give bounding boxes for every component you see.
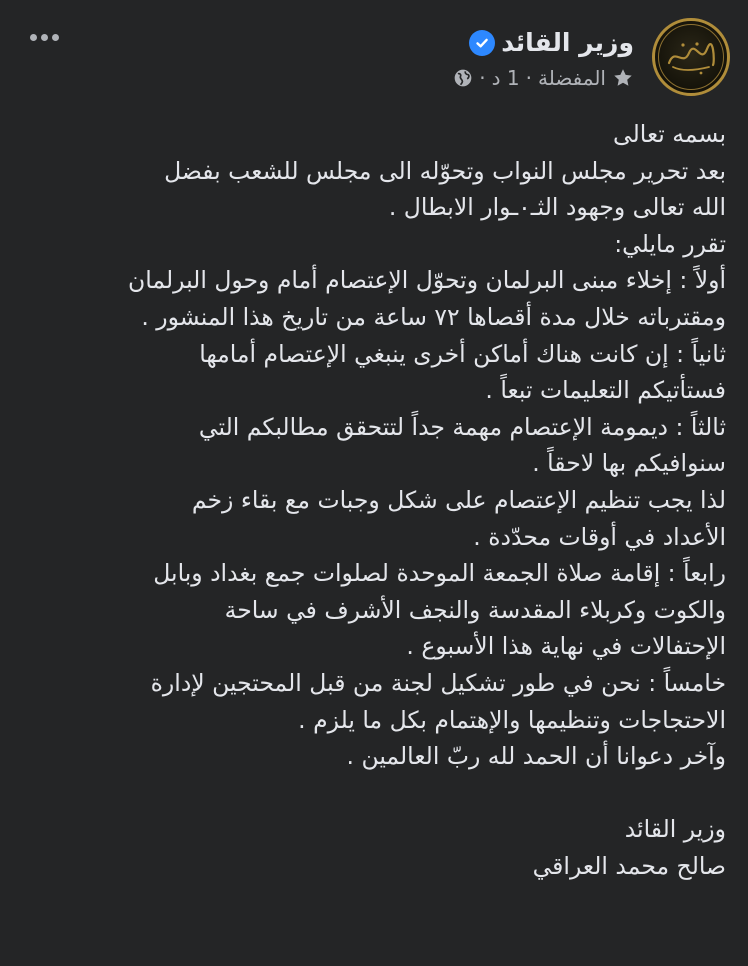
post-line: وآخر دعوانا أن الحمد لله ربّ العالمين . [346,742,726,771]
wazir-al-qaid-logo-icon [663,37,719,77]
avatar[interactable] [652,18,730,96]
more-options-button[interactable] [24,22,64,52]
avatar-logo-ring [658,24,724,90]
post-body [14,116,726,884]
audience-label[interactable]: المفضلة [537,66,606,90]
post-line: أولاً : إخلاء مبنى البرلمان وتحوّل الإعتصام أمام وحول البرلمان [127,266,726,295]
post-line: لذا يجب تنظيم الإعتصام على شكل وجبات مع بقاء زخم [191,485,726,514]
signature-title: وزير القائد [624,815,726,844]
more-options-icon-dot [41,34,48,41]
post-line: والكوت وكربلاء المقدسة والنجف الأشرف في ساحة [224,595,726,624]
post-time[interactable]: 1 د [491,66,520,90]
more-options-icon-dot [52,34,59,41]
globe-icon[interactable] [453,68,473,88]
meta-separator: · [525,66,532,90]
post-line: ومقترباته خلال مدة أقصاها ٧٢ ساعة من تاريخ هذا المنشور . [141,302,726,331]
verified-badge-icon [469,30,495,56]
post-line: بعد تحرير مجلس النواب وتحوّله الى مجلس للشعب بفضل [164,156,726,185]
post-line: تقرر مايلي: [614,229,726,258]
post-author-block [453,26,634,92]
post-line: الاحتجاجات وتنظيمها والإهتمام بكل ما يلزم . [298,705,726,734]
post-header [18,14,730,98]
post-meta [453,64,634,92]
signature-name: صالح محمد العراقي [532,851,726,880]
post-line: سنوافيكم بها لاحقاً . [532,449,726,478]
blank-line [14,775,726,812]
post-line: فستأتيكم التعليمات تبعاً . [485,376,726,405]
post-line: الأعداد في أوقات محدّدة . [473,522,726,551]
post-line: رابعاً : إقامة صلاة الجمعة الموحدة لصلوات جمع بغداد وبابل [153,559,726,588]
meta-separator: · [479,66,486,90]
post-line: ثالثاً : ديمومة الإعتصام مهمة جداً لتتحقق مطالبكم التي [198,412,726,441]
author-name[interactable]: وزير القائد [501,28,634,57]
post-line: الله تعالى وجهود الثـ٠ـوار الابطال . [388,193,726,222]
post-line: الإحتفالات في نهاية هذا الأسبوع . [406,632,726,661]
author-row [453,26,634,60]
star-icon [612,67,634,89]
post-line: خامساً : نحن في طور تشكيل لجنة من قبل المحتجين لإدارة [150,668,726,697]
more-options-icon [30,34,37,41]
post-line: بسمه تعالى [613,120,726,148]
post-line: ثانياً : إن كانت هناك أماكن أخرى ينبغي الإعتصام أمامها [199,339,726,368]
